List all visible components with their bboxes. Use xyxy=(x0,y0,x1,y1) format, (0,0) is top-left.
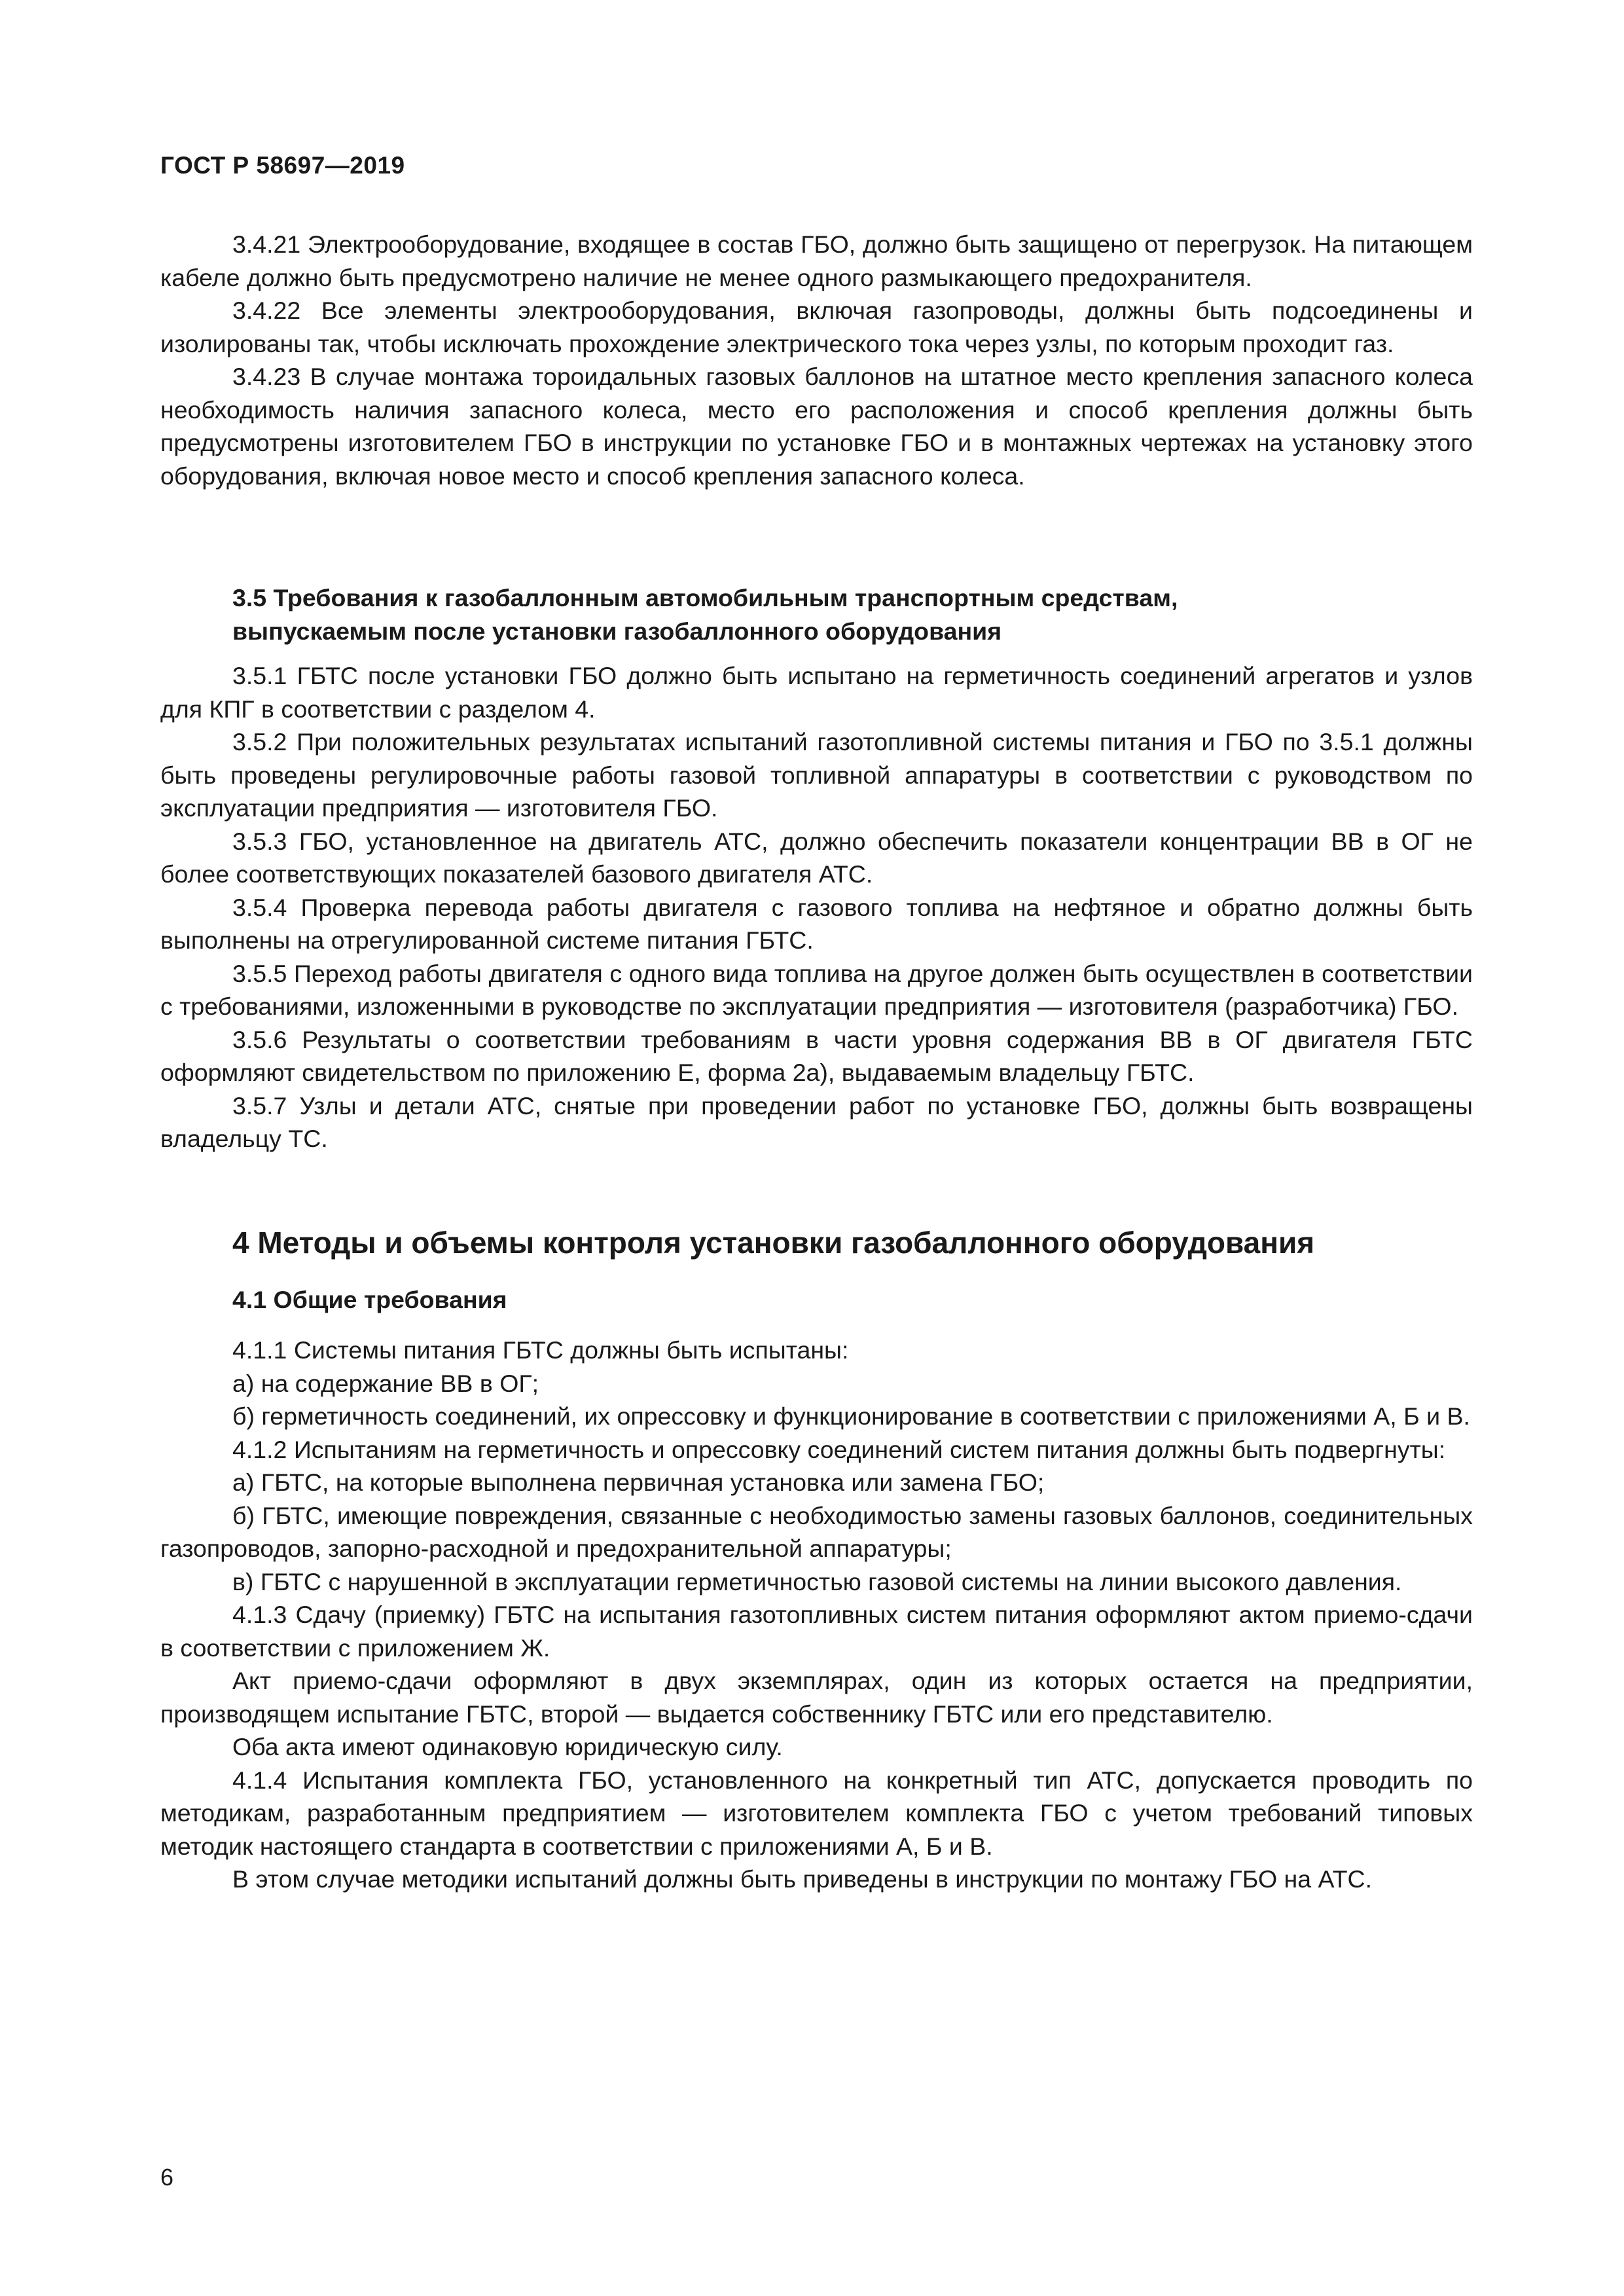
section-3-5-heading-line2: выпускаемым после установки газобаллонного оборудования xyxy=(232,617,1002,645)
list-item-4-1-2-a: а) ГБТС, на которые выполнена первичная установка или замена ГБО; xyxy=(232,1468,1045,1496)
paragraph-4-1-2: 4.1.2 Испытаниям на герметичность и опрессовку соединений систем питания должны быть подвергнуты: xyxy=(232,1435,1446,1463)
chapter-4-heading: 4 Методы и объемы контроля установки газобаллонного оборудования xyxy=(232,1226,1315,1260)
paragraph-3-4-21: 3.4.21 Электрооборудование, входящее в состав ГБО, должно быть защищено от перегрузок. На питающем кабеле должно быть предусмотрено наличие не менее одного размыкающего предохранителя. xyxy=(160,230,1473,291)
section-3-5-heading-line1: 3.5 Требования к газобаллонным автомобильным транспортным средствам, xyxy=(232,584,1178,611)
paragraph-act-legal-force: Оба акта имеют одинаковую юридическую силу. xyxy=(232,1733,783,1760)
paragraph-3-4-23: 3.4.23 В случае монтажа тороидальных газовых баллонов на штатное место крепления запасного колеса необходимость наличия запасного колеса, место его расположения и способ крепления должны быть предусмотрены изготовителем ГБО в инструкции по установке ГБО и в монтажных чертежах на установку этого оборудования, включая новое место и способ крепления запасного колеса. xyxy=(160,363,1473,490)
paragraph-3-5-2: 3.5.2 При положительных результатах испытаний газотопливной системы питания и ГБО по 3.5.1 должны быть проведены регулировочные работы газовой топливной аппаратуры в соответствии с руководством по эксплуатации предприятия — изготовителя ГБО. xyxy=(160,728,1473,822)
document-header: ГОСТ Р 58697—2019 xyxy=(160,152,405,179)
paragraphs-3-5 xyxy=(160,659,1473,1156)
paragraphs-3-4 xyxy=(160,228,1473,492)
paragraph-3-4-22: 3.4.22 Все элементы электрооборудования, включая газопроводы, должны быть подсоединены и изолированы так, чтобы исключать прохождение электрического тока через узлы, по которым проходит газ. xyxy=(160,297,1473,357)
section-3-5-heading xyxy=(232,581,1411,647)
section-4-1-heading: 4.1 Общие требования xyxy=(232,1286,507,1313)
paragraphs-4-1 xyxy=(160,1334,1473,1896)
page-number: 6 xyxy=(160,2164,174,2191)
paragraph-3-5-6: 3.5.6 Результаты о соответствии требованиям в части уровня содержания ВВ в ОГ двигателя ГБТС оформляют свидетельством по приложению Е, форма 2а), выдаваемым владельцу ГБТС. xyxy=(160,1025,1473,1086)
paragraph-4-1-4: 4.1.4 Испытания комплекта ГБО, установленного на конкретный тип АТС, допускается проводить по методикам, разработанным предприятием — изготовителем комплекта ГБО с учетом требований типовых методик настоящего стандарта в соответствии с приложениями А, Б и В. xyxy=(160,1766,1473,1860)
paragraph-3-5-5: 3.5.5 Переход работы двигателя с одного вида топлива на другое должен быть осуществлен в соответствии с требованиями, изложенными в руководстве по эксплуатации предприятия — изготовителя (разработчика) ГБО. xyxy=(160,959,1473,1020)
paragraph-4-1-1: 4.1.1 Системы питания ГБТС должны быть испытаны: xyxy=(232,1336,849,1364)
paragraph-3-5-4: 3.5.4 Проверка перевода работы двигателя с газового топлива на нефтяное и обратно должны быть выполнены на отрегулированной системе питания ГБТС. xyxy=(160,893,1473,954)
paragraph-methods-in-instructions: В этом случае методики испытаний должны быть приведены в инструкции по монтажу ГБО на АТС. xyxy=(232,1865,1373,1893)
paragraph-act-copies: Акт приемо-сдачи оформляют в двух экземплярах, один из которых остается на предприятии, производящем испытание ГБТС, второй — выдается собственнику ГБТС или его представителю. xyxy=(160,1667,1473,1728)
list-item-4-1-2-b: б) ГБТС, имеющие повреждения, связанные с необходимостью замены газовых баллонов, соединительных газопроводов, запорно-расходной и предохранительной аппаратуры; xyxy=(160,1501,1473,1562)
list-item-4-1-1-a: а) на содержание ВВ в ОГ; xyxy=(232,1369,539,1397)
paragraph-4-1-3: 4.1.3 Сдачу (приемку) ГБТС на испытания газотопливных систем питания оформляют актом приемо-сдачи в соответствии с приложением Ж. xyxy=(160,1601,1473,1662)
list-item-4-1-2-c: в) ГБТС с нарушенной в эксплуатации герметичностью газовой системы на линии высокого давления. xyxy=(232,1567,1402,1595)
paragraph-3-5-7: 3.5.7 Узлы и детали АТС, снятые при проведении работ по установке ГБО, должны быть возвращены владельцу ТС. xyxy=(160,1091,1473,1152)
list-item-4-1-1-b: б) герметичность соединений, их опрессовку и функционирование в соответствии с приложениями А, Б и В. xyxy=(232,1402,1470,1430)
paragraph-3-5-3: 3.5.3 ГБО, установленное на двигатель АТС, должно обеспечить показатели концентрации ВВ в ОГ не более соответствующих показателей базового двигателя АТС. xyxy=(160,827,1473,888)
paragraph-3-5-1: 3.5.1 ГБТС после установки ГБО должно быть испытано на герметичность соединений агрегатов и узлов для КПГ в соответствии с разделом 4. xyxy=(160,662,1473,723)
